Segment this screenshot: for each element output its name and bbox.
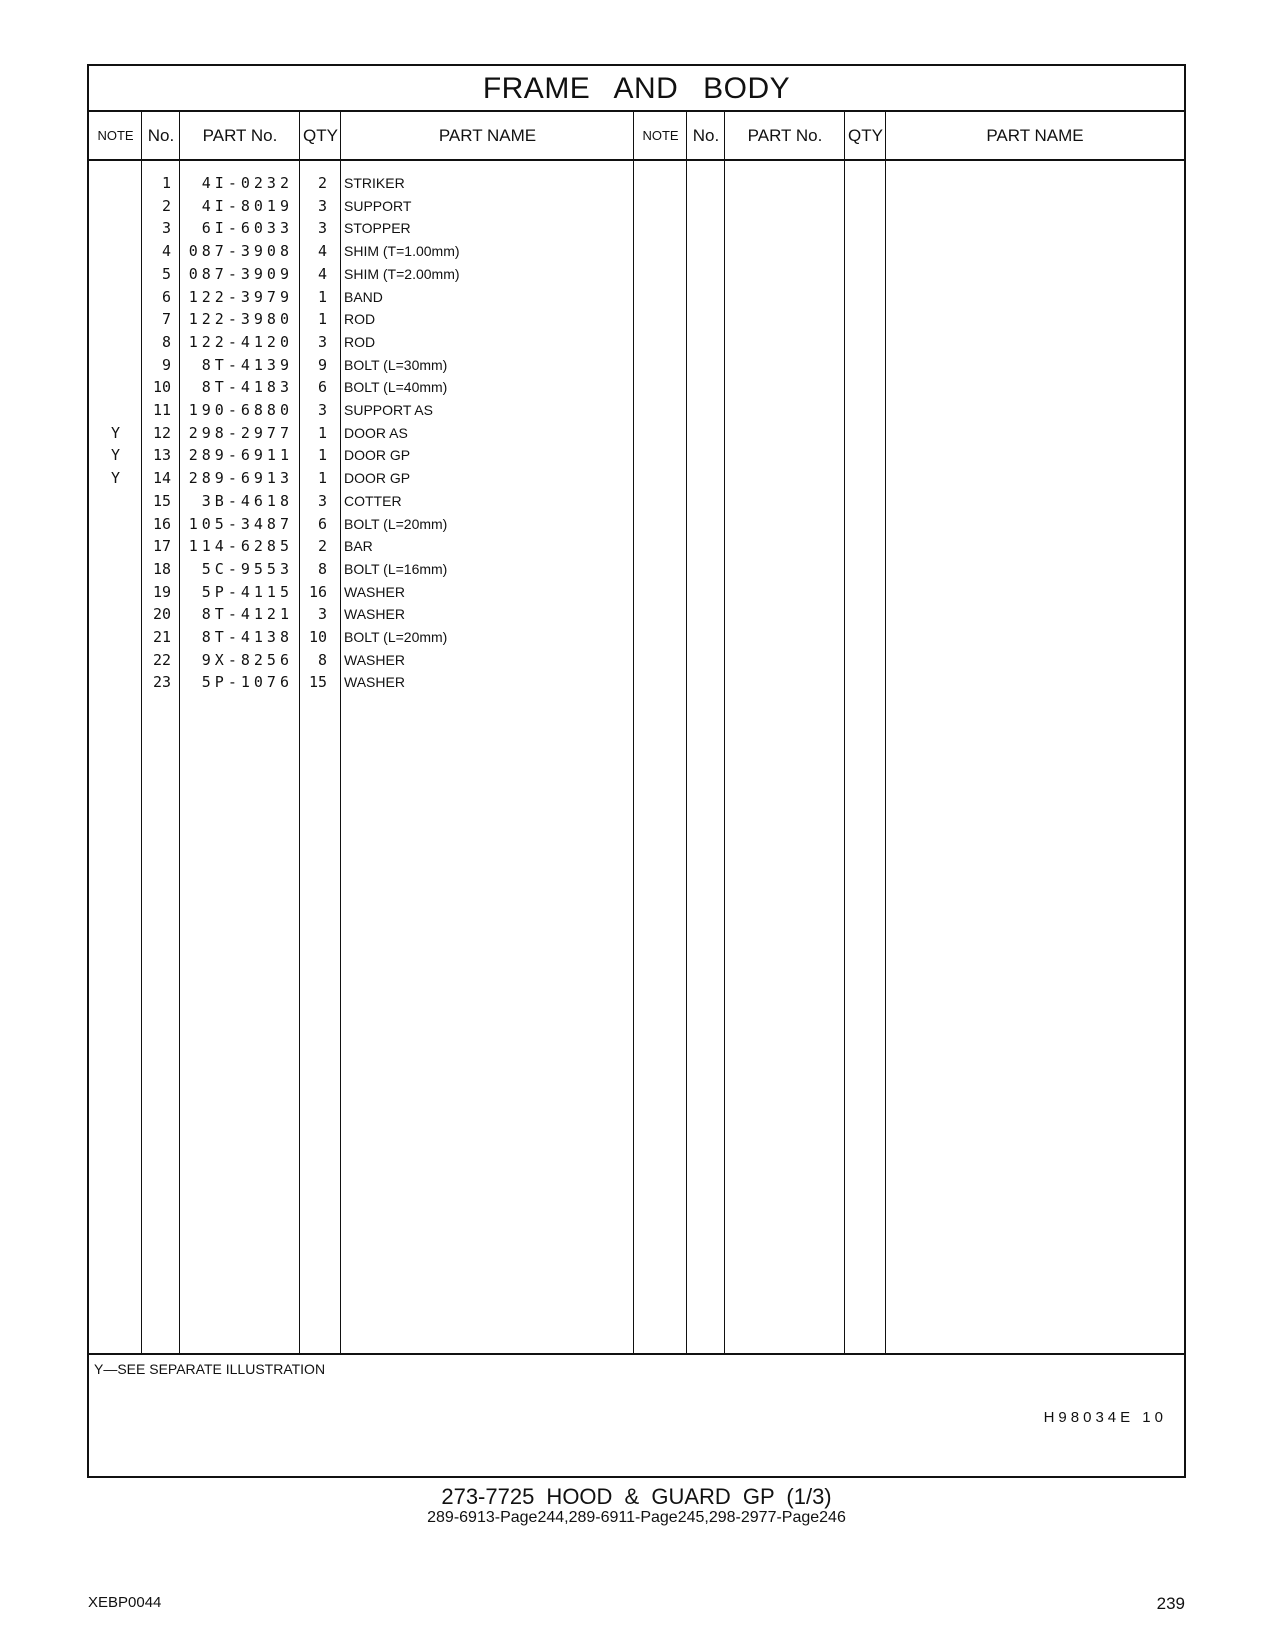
part-number-cell: 289-6911 xyxy=(188,446,293,465)
quantity-cell: 3 xyxy=(317,196,327,215)
part-number-cell: 4I-0232 xyxy=(201,174,293,192)
quantity-cell: 10 xyxy=(308,628,327,646)
part-name-cell: COTTER xyxy=(344,492,402,509)
part-number-cell: 122-3979 xyxy=(188,287,293,306)
part-name-cell: DOOR AS xyxy=(344,424,408,441)
header-part-name-right: PART NAME xyxy=(986,126,1084,145)
document-code: XEBP0044 xyxy=(88,1594,162,1611)
header-qty-left: QTY xyxy=(303,126,338,145)
item-number-cell: 12 xyxy=(152,423,171,442)
item-number-cell: 5 xyxy=(161,264,171,283)
note-cell xyxy=(89,308,142,331)
item-number-cell: 16 xyxy=(152,514,171,533)
header-part-name-left: PART NAME xyxy=(438,126,537,145)
part-name-cell: BOLT (L=20mm) xyxy=(344,629,448,645)
part-name-cell: WASHER xyxy=(344,651,405,668)
quantity-cell: 4 xyxy=(317,242,327,261)
part-name-cell: WASHER xyxy=(344,674,405,691)
item-number-cell: 14 xyxy=(152,469,171,488)
note-cell xyxy=(89,671,142,694)
quantity-cell: 1 xyxy=(317,287,327,306)
note-cell xyxy=(89,172,142,195)
part-number-cell: 5P-4115 xyxy=(201,582,293,601)
illustration-code: H98034E 10 xyxy=(1043,1409,1167,1426)
quantity-cell: 4 xyxy=(317,264,327,283)
note-cell xyxy=(89,263,142,286)
table-row xyxy=(89,444,1184,467)
part-number-cell: 8T-4139 xyxy=(201,355,293,374)
table-row xyxy=(89,671,1184,694)
quantity-cell: 8 xyxy=(317,650,327,669)
quantity-cell: 1 xyxy=(317,310,327,329)
note-cell: Y xyxy=(110,423,121,442)
part-number-cell: 5C-9553 xyxy=(201,559,293,578)
header-no-right: No. xyxy=(692,126,720,145)
note-cell xyxy=(89,376,142,399)
part-number-cell: 114-6285 xyxy=(188,537,293,556)
note-cell xyxy=(89,240,142,263)
note-cell xyxy=(89,399,142,422)
header-part-no-left: PART No. xyxy=(202,126,278,145)
note-cell xyxy=(89,535,142,558)
page-number: 239 xyxy=(1156,1594,1185,1613)
part-name-cell: SHIM (T=1.00mm) xyxy=(344,243,460,260)
part-number-cell: 4I-8019 xyxy=(201,196,293,215)
item-number-cell: 15 xyxy=(152,491,171,510)
part-name-cell: DOOR GP xyxy=(344,447,411,464)
item-number-cell: 22 xyxy=(152,650,171,669)
note-cell xyxy=(89,649,142,672)
item-number-cell: 18 xyxy=(152,559,171,578)
item-number-cell: 9 xyxy=(161,355,171,374)
note-cell xyxy=(89,217,142,240)
table-row xyxy=(89,422,1184,445)
table-row xyxy=(89,286,1184,309)
note-cell xyxy=(89,195,142,218)
part-name-cell: DOOR GP xyxy=(344,470,411,487)
part-name-cell: STRIKER xyxy=(344,175,405,191)
note-cell: Y xyxy=(110,469,121,488)
part-number-cell: 122-3980 xyxy=(188,310,293,329)
item-number-cell: 8 xyxy=(161,332,171,351)
part-number-cell: 087-3909 xyxy=(188,264,293,283)
quantity-cell: 16 xyxy=(308,582,327,601)
footnote: Y—SEE SEPARATE ILLUSTRATION xyxy=(94,1361,326,1377)
table-title: FRAME AND BODY xyxy=(89,66,1184,112)
note-cell xyxy=(89,558,142,581)
quantity-cell: 8 xyxy=(317,559,327,578)
table-row xyxy=(89,581,1184,604)
part-name-cell: ROD xyxy=(344,311,376,328)
header-part-no-right: PART No. xyxy=(747,126,823,145)
part-name-cell: WASHER xyxy=(344,606,405,623)
table-row xyxy=(89,649,1184,672)
header-divider xyxy=(89,159,1184,161)
quantity-cell: 1 xyxy=(317,446,327,465)
item-number-cell: 7 xyxy=(161,310,171,329)
part-name-cell: BAND xyxy=(344,288,383,305)
note-cell xyxy=(89,354,142,377)
part-number-cell: 5P-1076 xyxy=(201,673,293,692)
note-cell xyxy=(89,626,142,649)
table-row xyxy=(89,217,1184,240)
quantity-cell: 3 xyxy=(317,332,327,351)
note-cell xyxy=(89,603,142,626)
part-number-cell: 289-6913 xyxy=(188,469,293,488)
item-number-cell: 6 xyxy=(161,287,171,306)
part-number-cell: 8T-4183 xyxy=(201,378,293,397)
note-cell xyxy=(89,513,142,536)
quantity-cell: 2 xyxy=(317,174,327,192)
table-row xyxy=(89,490,1184,513)
note-cell xyxy=(89,490,142,513)
header-note-left: NOTE xyxy=(97,128,134,143)
note-cell xyxy=(89,286,142,309)
table-row xyxy=(89,399,1184,422)
table-row xyxy=(89,308,1184,331)
part-number-cell: 3B-4618 xyxy=(201,491,293,510)
part-number-cell: 8T-4138 xyxy=(201,628,293,646)
note-cell xyxy=(89,581,142,604)
header-note-right: NOTE xyxy=(642,128,679,143)
part-name-cell: ROD xyxy=(344,333,376,350)
quantity-cell: 1 xyxy=(317,469,327,488)
item-number-cell: 21 xyxy=(152,628,171,646)
header-no-left: No. xyxy=(147,126,175,145)
item-number-cell: 17 xyxy=(152,537,171,556)
part-number-cell: 6I-6033 xyxy=(201,219,293,238)
quantity-cell: 3 xyxy=(317,491,327,510)
table-row xyxy=(89,376,1184,399)
item-number-cell: 10 xyxy=(152,378,171,397)
table-row xyxy=(89,172,1184,195)
table-row xyxy=(89,331,1184,354)
page-references: 289-6913-Page244,289-6911-Page245,298-2977-Page246 xyxy=(427,1509,846,1526)
table-row xyxy=(89,558,1184,581)
quantity-cell: 15 xyxy=(308,673,327,692)
part-name-cell: BOLT (L=20mm) xyxy=(344,515,448,532)
note-cell xyxy=(89,331,142,354)
part-name-cell: BOLT (L=30mm) xyxy=(344,356,448,373)
quantity-cell: 6 xyxy=(317,378,327,397)
part-number-cell: 8T-4121 xyxy=(201,605,293,624)
group-caption: 273-7725 HOOD & GUARD GP (1/3) xyxy=(441,1484,832,1509)
part-name-cell: BOLT (L=16mm) xyxy=(344,560,448,577)
quantity-cell: 9 xyxy=(317,355,327,374)
table-row xyxy=(89,513,1184,536)
part-name-cell: SUPPORT xyxy=(344,197,412,214)
table-row xyxy=(89,263,1184,286)
footer-divider xyxy=(89,1353,1184,1355)
part-name-cell: WASHER xyxy=(344,583,405,600)
part-name-cell: SHIM (T=2.00mm) xyxy=(344,265,460,282)
item-number-cell: 11 xyxy=(152,401,171,419)
part-number-cell: 105-3487 xyxy=(188,514,293,533)
part-name-cell: STOPPER xyxy=(344,220,411,237)
item-number-cell: 20 xyxy=(152,605,171,624)
header-qty-right: QTY xyxy=(848,126,883,145)
table-row xyxy=(89,240,1184,263)
item-number-cell: 3 xyxy=(161,219,171,238)
quantity-cell: 2 xyxy=(317,537,327,556)
item-number-cell: 13 xyxy=(152,446,171,465)
quantity-cell: 6 xyxy=(317,514,327,533)
item-number-cell: 4 xyxy=(161,242,171,261)
item-number-cell: 23 xyxy=(152,673,171,692)
quantity-cell: 3 xyxy=(317,219,327,238)
table-row xyxy=(89,626,1184,649)
part-name-cell: SUPPORT AS xyxy=(344,402,433,418)
table-row xyxy=(89,603,1184,626)
item-number-cell: 1 xyxy=(161,174,171,192)
quantity-cell: 3 xyxy=(317,401,327,419)
part-name-cell: BAR xyxy=(344,538,373,555)
part-number-cell: 298-2977 xyxy=(188,423,293,442)
part-number-cell: 190-6880 xyxy=(188,401,293,419)
part-number-cell: 122-4120 xyxy=(188,332,293,351)
table-row xyxy=(89,467,1184,490)
parts-table-frame xyxy=(87,64,1186,1478)
part-name-cell: BOLT (L=40mm) xyxy=(344,379,448,396)
item-number-cell: 2 xyxy=(161,196,171,215)
table-row xyxy=(89,354,1184,377)
table-row xyxy=(89,195,1184,218)
table-row xyxy=(89,535,1184,558)
part-number-cell: 9X-8256 xyxy=(201,650,293,669)
item-number-cell: 19 xyxy=(152,582,171,601)
note-cell: Y xyxy=(110,446,121,465)
part-number-cell: 087-3908 xyxy=(188,242,293,261)
quantity-cell: 3 xyxy=(317,605,327,624)
quantity-cell: 1 xyxy=(317,423,327,442)
